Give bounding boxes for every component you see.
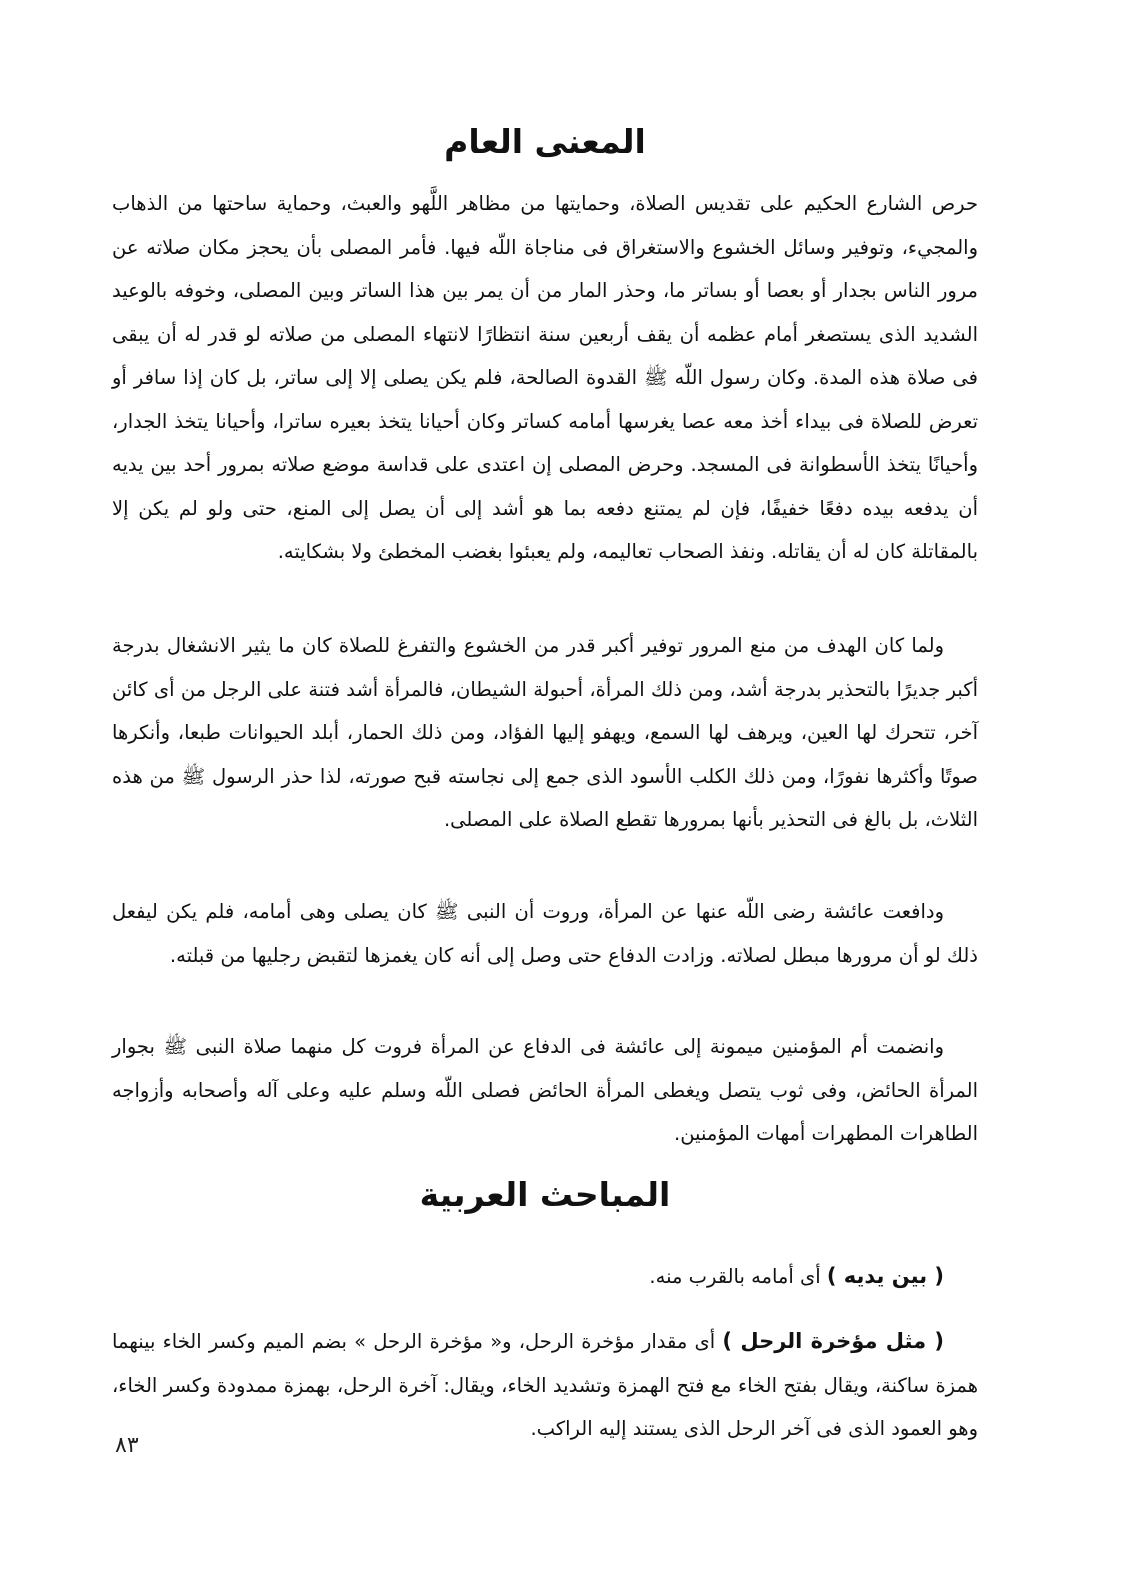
paragraph-3: ودافعت عائشة رضى اللّه عنها عن المرأة، وروت أن النبى ﷺ كان يصلى وهى أمامه، فلم يكن ليفعل ذلك لو أن مرورها مبطل لصلاته. وزادت الدفاع حتى وصل إلى أنه كان يغمزها لتقبض رجليها من قبلته. [112, 900, 978, 967]
definition-term: ( مثل مؤخرة الرحل ) [722, 1329, 945, 1353]
paragraph-2: ولما كان الهدف من منع المرور توفير أكبر قدر من الخشوع والتفرغ للصلاة كان ما يثير الانشغال بدرجة أكبر جديرًا بالتحذير بدرجة أشد، ومن ذلك المرأة، أحبولة الشيطان، فالمرأة أشد فتنة على الرجل من أى كائن آخر، تتحرك لها العين، ويرهف لها السمع، ويهفو إليها الفؤاد، ومن ذلك الحمار، أبلد الحيوانات طبعا، وأنكرها صوتًا وأكثرها نفورًا، ومن ذلك الكلب الأسود الذى جمع إلى نجاسته قبح صورته، لذا حذر الرسول ﷺ من هذه الثلاث، بل بالغ فى التحذير بأنها بمرورها تقطع الصلاة على المصلى. [112, 634, 978, 831]
section-title-arabic-studies: المباحث العربية [419, 1175, 671, 1214]
paragraph-1: حرص الشارع الحكيم على تقديس الصلاة، وحمايتها من مظاهر اللَّهو والعبث، وحماية ساحتها من الذهاب والمجيء، وتوفير وسائل الخشوع والاستغراق فى مناجاة اللّه فيها. فأمر المصلى بأن يحجز مكان صلاته عن مرور الناس بجدار أو بعصا أو بساتر ما، وحذر المار من أن يمر بين هذا الساتر وبين المصلى، وخوفه بالوعيد الشديد الذى يستصغر أمام عظمه أن يقف أربعين سنة انتظارًا لانتهاء المصلى من صلاته لو قدر له أن يبقى فى صلاة هذه المدة. وكان رسول اللّه ﷺ القدوة الصالحة، فلم يكن يصلى إلا إلى ساتر، بل كان إذا سافر أو تعرض للصلاة فى بيداء أخذ معه عصا يغرسها أمامه كساتر وكان أحيانا يتخذ بعيره ساترا، وأحيانا يتخذ الجدار، وأحيانًا يتخذ الأسطوانة فى المسجد. وحرض المصلى إن اعتدى على قداسة موضع صلاته بمرور أحد بين يديه أن يدفعه بيده دفعًا خفيفًا، فإن لم يمتنع دفعه بما هو أشد إلى أن يصل إلى المنع، حتى ولو لم يكن إلا بالمقاتلة كان له أن يقاتله. ونفذ الصحاب تعاليمه، ولم يعبئوا بغضب المخطئ ولا بشكايته. [112, 192, 978, 563]
book-page [112, 0, 978, 1580]
definition-2 [112, 1320, 978, 1451]
paragraph-4: وانضمت أم المؤمنين ميمونة إلى عائشة فى الدفاع عن المرأة فروت كل منهما صلاة النبى ﷺ بجوار المرأة الحائض، وفى ثوب يتصل ويغطى المرأة الحائض فصلى اللّه وسلم عليه وعلى آله وأصحابه وأزواجه الطاهرات المطهرات أمهات المؤمنين. [112, 1035, 978, 1145]
section-title-general-meaning: المعنى العام [444, 122, 646, 161]
definition-term: ( بين يديه ) [826, 1264, 944, 1288]
page-number: ٨٣ [115, 1433, 139, 1458]
definition-text: أى مقدار مؤخرة الرحل، و« مؤخرة الرحل » بضم الميم وكسر الخاء بينهما همزة ساكنة، ويقال بفتح الخاء مع فتح الهمزة وتشديد الخاء، ويقال: آخرة الرحل، بهمزة ممدودة وكسر الخاء، وهو العمود الذى فى آخر الرحل الذى يستند إليه الراكب. [112, 1330, 978, 1440]
definition-text: أى أمامه بالقرب منه. [649, 1265, 827, 1288]
definition-1 [112, 1255, 978, 1299]
